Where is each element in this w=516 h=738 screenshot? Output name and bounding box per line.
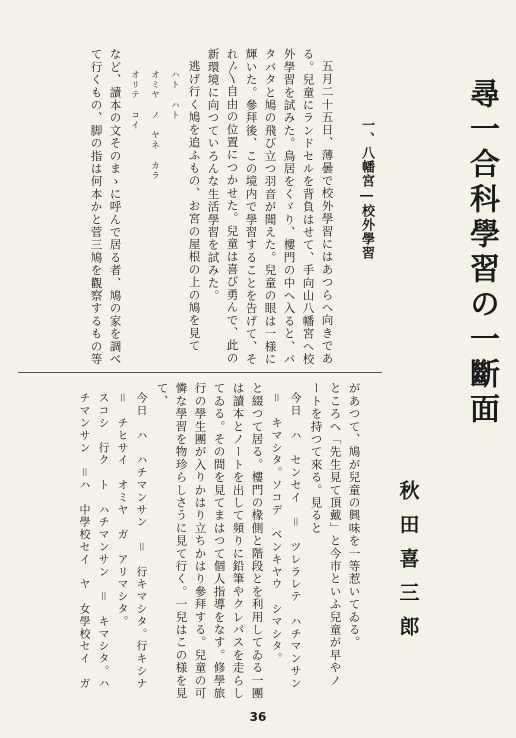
article-title: 尋一合科學習の一斷面 [464, 78, 499, 428]
text-column: てゐる。その間を見てまはつて個人指導をなす。修學旅 [212, 382, 227, 700]
text-column: 五月二十五日、薄曇で校外學習にはあつらへ向きであ [320, 60, 335, 365]
author-name: 秋田喜三郎 [396, 480, 420, 650]
text-column: は讀本とノートを出して頻りに鉛筆やクレパスを走らし [231, 382, 246, 700]
text-column: る。兒童にランドセルを背負はせて、手向山八幡宮へ校 [301, 48, 316, 366]
page-number: 36 [249, 710, 267, 724]
text-column: 憐な學習を物珍らしさうに見て行く。一兒はこの様を見 [174, 382, 189, 700]
text-column: 行の學生團が入りかはり立ちかはり參拜する。兒童の可 [193, 382, 208, 700]
text-column: など、讀本の文そのまゝに呼んで居る者、鳩の家を調べ [108, 48, 123, 366]
text-column: 新環境に向つていろんな生活學習を試みた。 [206, 48, 221, 302]
text-column: 外學習を試みた。鳥居をくゞり、樓門の中へ入ると、バ [282, 48, 297, 366]
text-column: チマンサン ＝ハ 中學校セイ ヤ 女學校セイ ガ [78, 392, 91, 690]
text-column: ところへ「先生見て頂戴」と今市といふ兒童が早やノ [328, 382, 343, 687]
text-column: ＝ チヒサイ オミヤ ガ アリマシタ。 [116, 392, 129, 628]
text-column: 今日 ハ センセイ ＝ ツレラレテ ハチマンサン [289, 392, 302, 690]
text-column: ートを持つて來る。見ると [309, 382, 324, 535]
text-column: れ〴〵自由の位置につかせた。兒童は喜び勇んで、此の [225, 48, 240, 365]
text-column: オミヤ ノ ヤネ カラ [149, 70, 160, 182]
text-column: 今日 ハ ハチマンサン ＝ 行キマシタ。行キシナ [135, 392, 148, 690]
text-column: タバタと鳩の飛び立つ羽音が聞えた。兒童の眼は一様に [263, 48, 278, 366]
text-column: 輝いた。參拜後、この境内で學習することを告げて、そ [244, 48, 259, 366]
text-column: と綴つて居る。樓門の椽側と階段とを利用してゐる一團 [250, 382, 265, 700]
text-column: オリテ コイ [129, 70, 140, 131]
text-column: 逃げ行く鳩を追ふもの、お宮の屋根の上の鳩を見て [187, 60, 202, 353]
text-column: て、 [155, 382, 170, 408]
text-column: があつて、鳩が兒童の興味を一等惹いてゐる。 [347, 382, 362, 649]
section-heading: 一、八幡宮―校外學習 [359, 118, 374, 260]
text-column: ハト ハト [169, 70, 180, 121]
text-column: ＝ キマシタ。ソコデ ベンキヤウ シマシタ。 [270, 392, 283, 665]
text-column: スコシ 行ク ト ハチマンサン ＝ キマシタ。ハ [97, 392, 110, 690]
section-divider [18, 372, 382, 373]
text-column: て行くもの、脚の指は何本かと菅三鳩を觀察するもの等 [89, 48, 104, 366]
